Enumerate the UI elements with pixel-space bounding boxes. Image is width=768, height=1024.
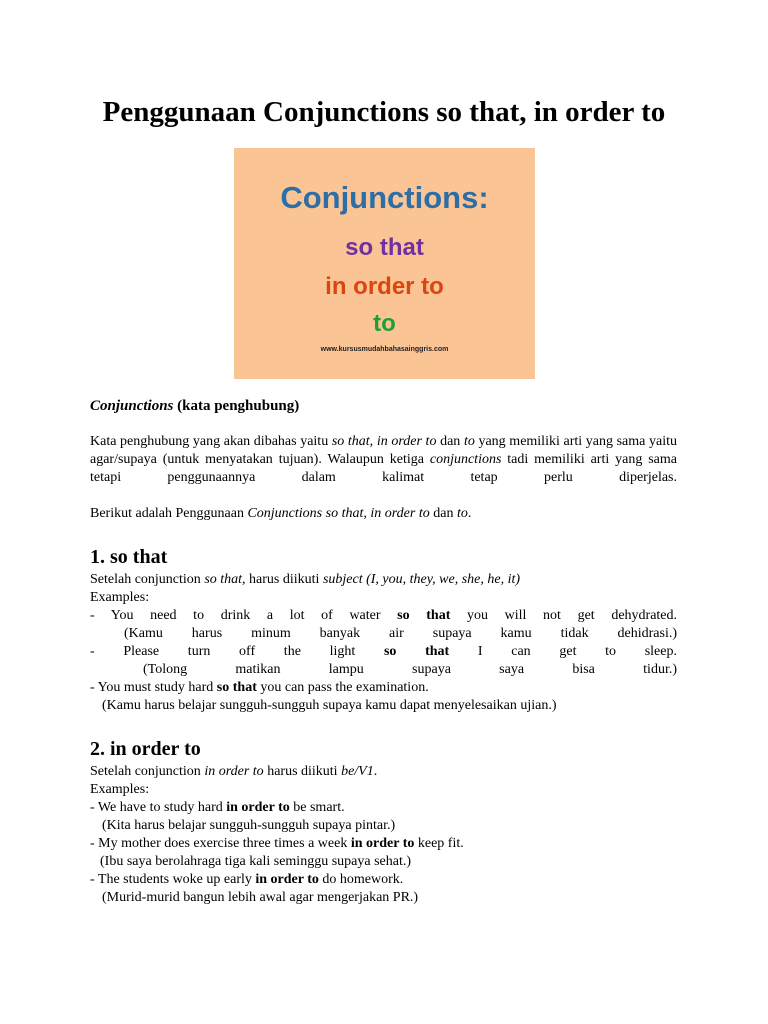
section1-translation-3: (Kamu harus belajar sungguh-sungguh supaya kamu dapat menyelesaikan ujian.) (102, 698, 557, 713)
text-run-bold: in order to (350, 836, 415, 851)
text-run: be smart. (289, 800, 345, 815)
text-run-italic: to (456, 506, 468, 521)
text-run: do homework. (318, 872, 404, 887)
text-run-italic: to (463, 434, 475, 449)
text-run: Berikut adalah Penggunaan (90, 506, 248, 521)
banner-title: Conjunctions: (280, 180, 489, 215)
text-run-bold: in order to (226, 800, 290, 815)
intro-heading (90, 397, 677, 415)
intro-heading-italic: Conjunctions (90, 398, 174, 414)
banner-url: www.kursusmudahbahasainggris.com (320, 346, 449, 353)
text-run: yang memiliki arti yang sama yaitu agar/supaya (untuk menyatakan tujuan). Walaupun ketiga (90, 434, 677, 467)
text-run: dan (429, 506, 457, 521)
section2-translation-2: (Ibu saya berolahraga tiga kali seminggu supaya sehat.) (100, 854, 412, 869)
text-run-italic: conjunctions (429, 452, 502, 467)
section-heading-so-that: 1. so that (90, 546, 168, 568)
text-run: I can get to sleep. (449, 644, 677, 659)
text-run: - We have to study hard (90, 800, 227, 815)
text-run: dan (436, 434, 464, 449)
text-run-bold: in order to (255, 872, 319, 887)
section2-translation-1: (Kita harus belajar sungguh-sungguh supaya pintar.) (102, 818, 396, 833)
text-run: Setelah conjunction (90, 572, 205, 587)
text-run-italic: in order to (204, 764, 264, 779)
text-run: Kata penghubung yang akan dibahas yaitu (90, 434, 332, 449)
section1-translation-2: (Tolong matikan lampu supaya saya bisa tidur.) (143, 662, 677, 677)
intro-heading-rest: (kata penghubung) (173, 398, 300, 414)
section1-translation-1: (Kamu harus minum banyak air supaya kamu tidak dehidrasi.) (124, 626, 677, 641)
text-run: - Please turn off the light (90, 644, 384, 659)
text-run: . (467, 506, 472, 521)
article-body (90, 397, 677, 907)
banner-in-order-to: in order to (325, 273, 444, 300)
intro-paragraph-2 (90, 505, 677, 523)
text-run-italic: so that, (204, 572, 246, 587)
section2-examples-label: Examples: (90, 782, 150, 797)
section2-rule (90, 763, 677, 781)
text-run-bold: so that (383, 644, 450, 659)
text-run: keep fit. (414, 836, 464, 851)
section1-examples-label: Examples: (90, 590, 150, 605)
section2-translation-3: (Murid-murid bangun lebih awal agar mengerjakan PR.) (102, 890, 419, 905)
text-run-italic: subject (I, you, they, we, she, he, it) (322, 572, 521, 587)
section-heading-in-order-to: 2. in order to (90, 738, 201, 760)
text-run: Setelah conjunction (90, 764, 205, 779)
section2-example-1 (90, 799, 677, 817)
banner-to: to (373, 310, 396, 337)
text-run: - The students woke up early (90, 872, 256, 887)
text-run-italic: so that, in order to (331, 434, 437, 449)
text-run-bold: so that (216, 680, 257, 695)
text-run: you will not get dehydrated. (450, 608, 678, 623)
section2-example-2 (90, 835, 677, 853)
section1-example-1 (90, 607, 677, 625)
conjunctions-banner-image (234, 148, 535, 379)
banner-so-that: so that (345, 234, 424, 261)
text-run: harus diikuti (263, 764, 342, 779)
text-run: you can pass the examination. (256, 680, 429, 695)
text-run: - You must study hard (90, 680, 217, 695)
page-title: Penggunaan Conjunctions so that, in order to (102, 96, 666, 128)
text-run: harus diikuti (245, 572, 323, 587)
text-run: tadi memiliki arti yang sama tetapi penggunaannya dalam kalimat tetap perlu diperjelas. (90, 452, 677, 485)
text-run-italic: be/V1 (341, 764, 374, 779)
text-run-italic: Conjunctions so that, in order to (247, 506, 430, 521)
text-run: - My mother does exercise three times a week (90, 836, 351, 851)
section1-rule (90, 571, 677, 589)
section1-example-3 (90, 679, 677, 697)
section1-example-2 (90, 643, 677, 661)
intro-paragraph (90, 433, 677, 487)
section2-example-3 (90, 871, 677, 889)
text-run: - You need to drink a lot of water (90, 608, 398, 623)
text-run-bold: so that (397, 608, 451, 623)
text-run: . (373, 764, 378, 779)
